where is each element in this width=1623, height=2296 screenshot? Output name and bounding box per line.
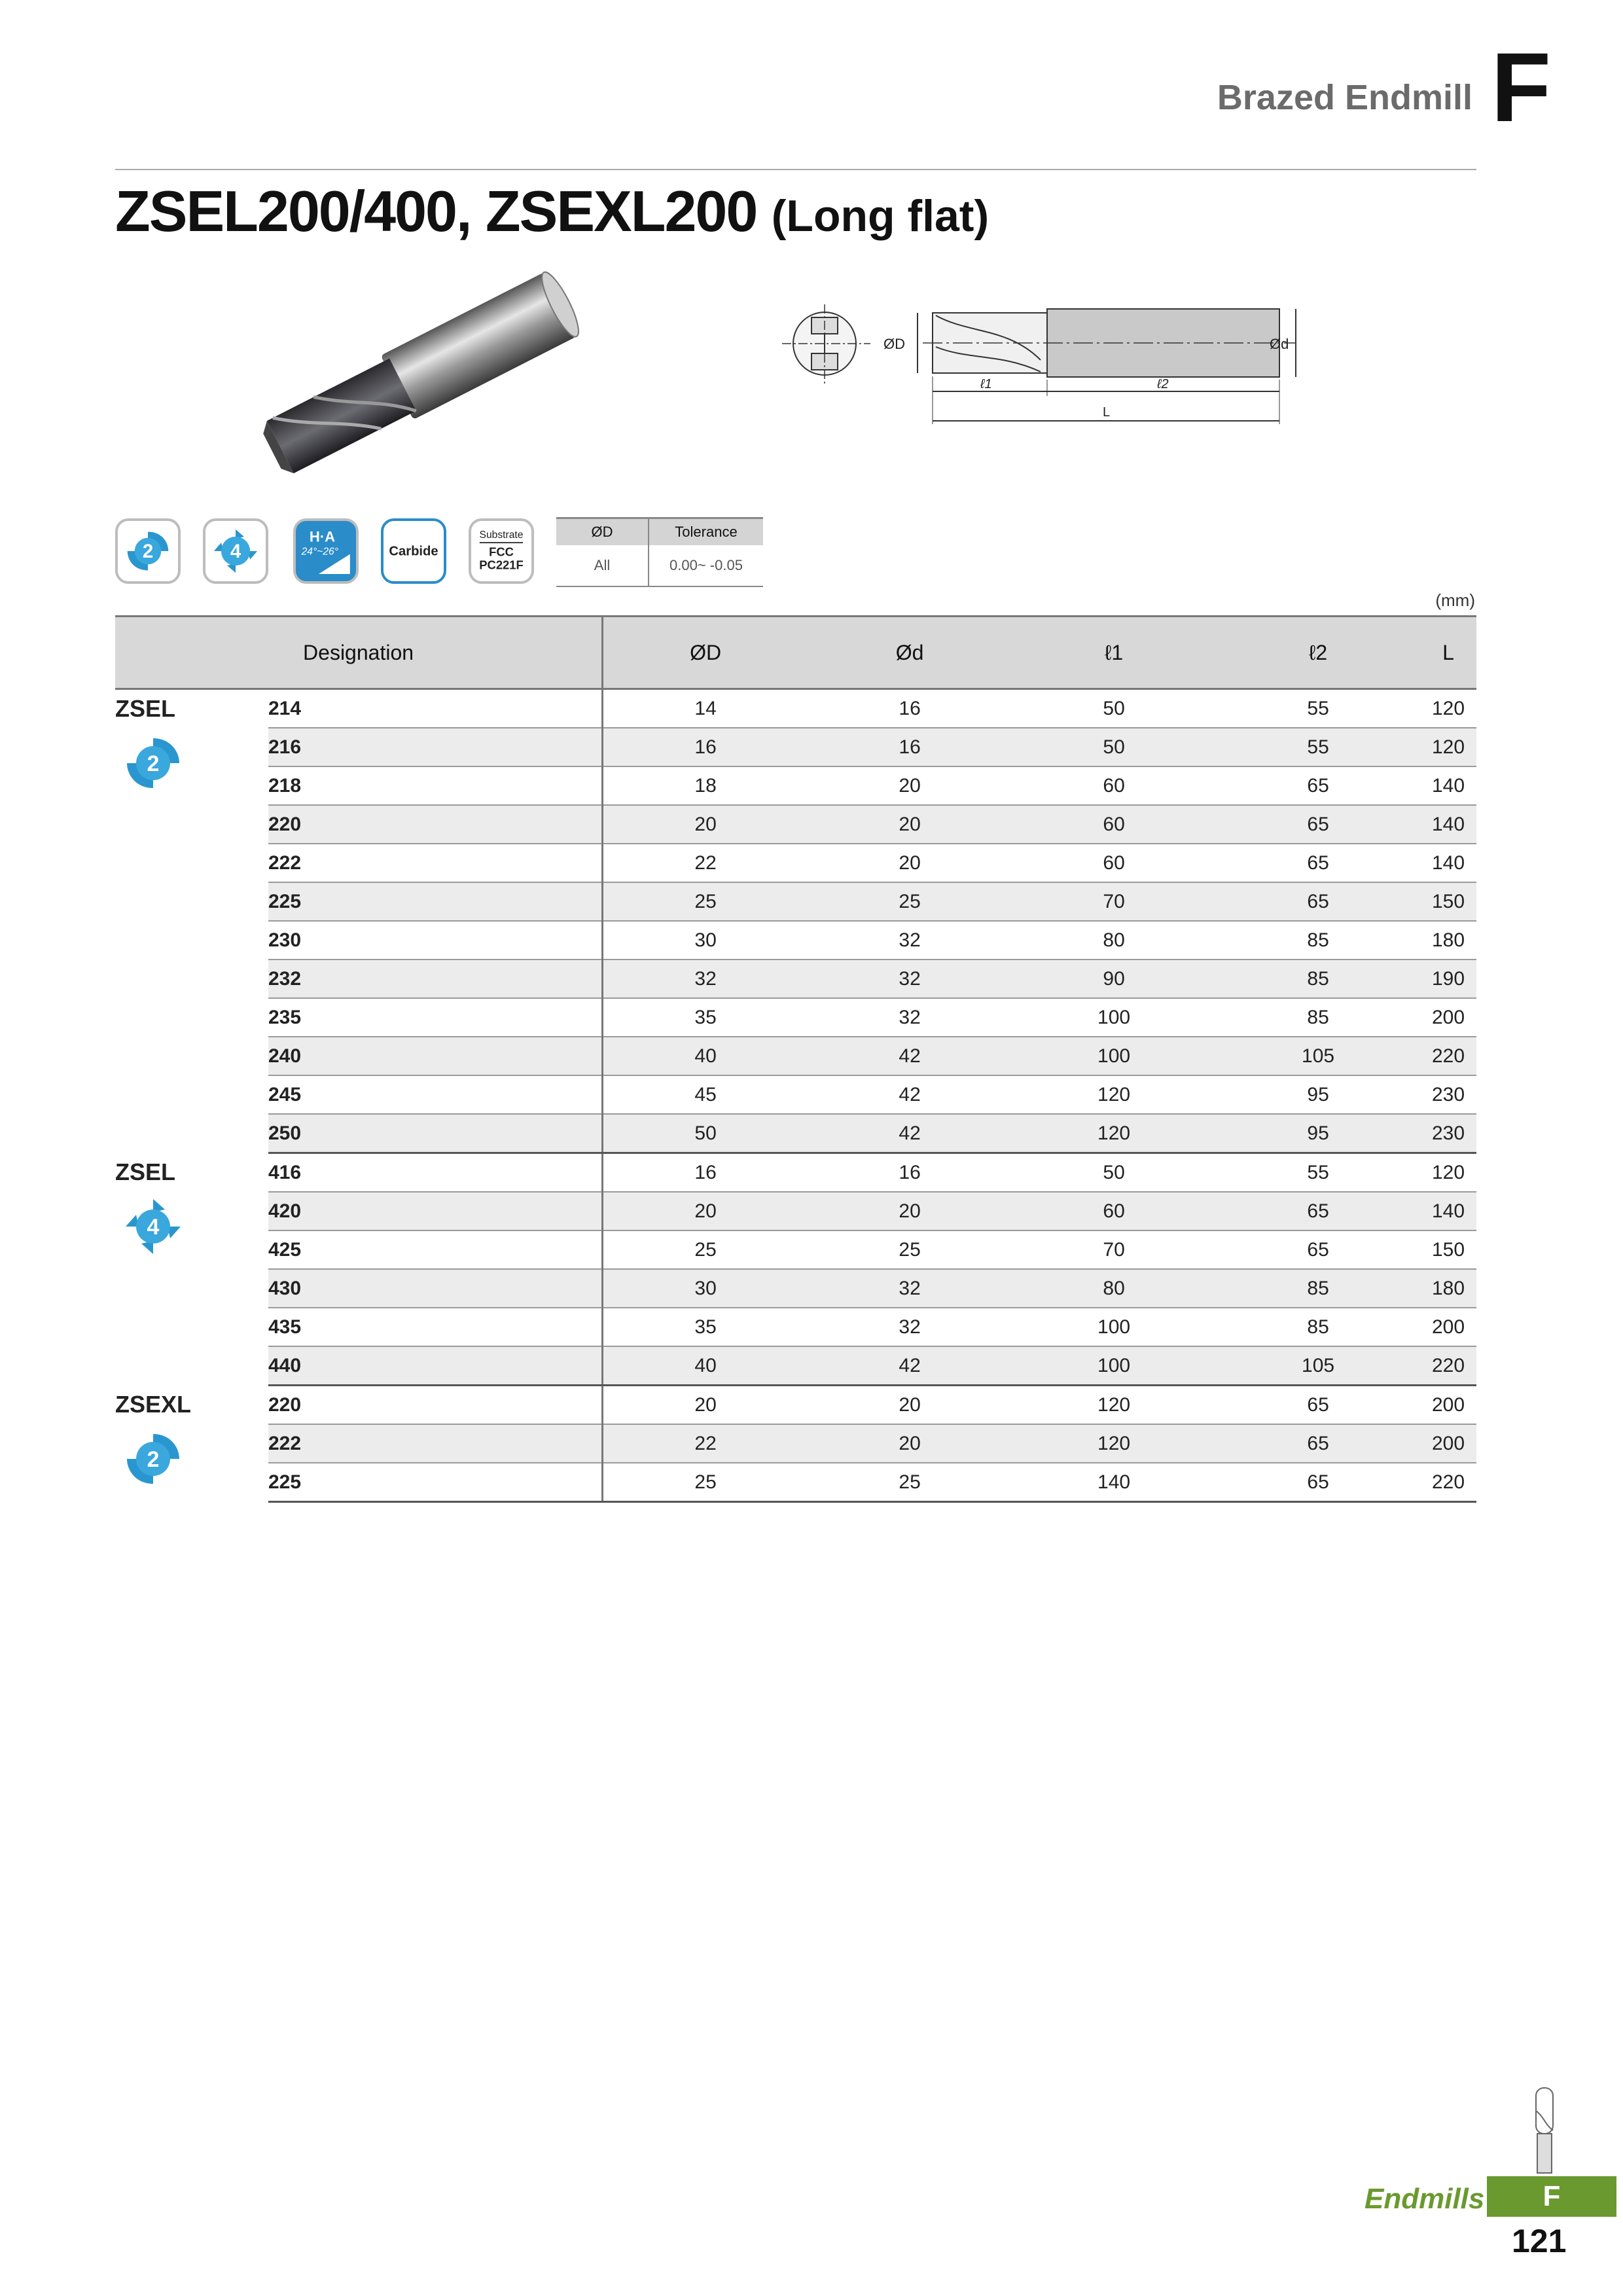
designation-code: 218 [268, 766, 603, 805]
table-cell: 42 [808, 1037, 1012, 1075]
table-cell: 85 [1216, 1308, 1420, 1346]
table-cell: 100 [1012, 1346, 1216, 1386]
svg-text:Substrate: Substrate [479, 529, 524, 541]
table-cell: 70 [1012, 882, 1216, 921]
table-cell: 120 [1012, 1114, 1216, 1153]
table-row [115, 728, 1476, 766]
table-cell: 32 [603, 960, 808, 998]
table-cell: 25 [603, 1463, 808, 1502]
table-cell: 105 [1216, 1346, 1420, 1386]
table-cell: 140 [1420, 1192, 1476, 1230]
table-cell: 140 [1420, 766, 1476, 805]
table-row [115, 844, 1476, 882]
table-cell: 150 [1420, 882, 1476, 921]
col-l2: ℓ2 [1216, 617, 1420, 689]
col-od-big: ØD [603, 617, 808, 689]
table-cell: 32 [808, 998, 1012, 1037]
designation-code: 222 [268, 844, 603, 882]
tol-header-tolerance: Tolerance [649, 518, 763, 546]
table-cell: 25 [808, 1230, 1012, 1269]
table-cell: 20 [603, 1386, 808, 1425]
table-cell: 65 [1216, 882, 1420, 921]
svg-text:24°~26°: 24°~26° [301, 546, 338, 558]
designation-code: 225 [268, 1463, 603, 1502]
col-L: L [1420, 617, 1476, 689]
units-label: (mm) [1435, 590, 1475, 610]
svg-text:Carbide: Carbide [389, 544, 438, 559]
table-cell: 60 [1012, 844, 1216, 882]
table-cell: 85 [1216, 1269, 1420, 1308]
table-cell: 105 [1216, 1037, 1420, 1075]
table-cell: 20 [808, 844, 1012, 882]
table-row [115, 805, 1476, 844]
table-row [115, 1346, 1476, 1386]
section-title: Brazed Endmill [1217, 78, 1472, 117]
col-l1: ℓ1 [1012, 617, 1216, 689]
table-row [115, 1386, 1476, 1425]
table-cell: 140 [1012, 1463, 1216, 1502]
table-cell: 32 [808, 1308, 1012, 1346]
footer-section-letter: F [1487, 2176, 1616, 2217]
table-cell: 20 [808, 1424, 1012, 1463]
designation-code: 220 [268, 1386, 603, 1425]
table-cell: 20 [603, 1192, 808, 1230]
table-cell: 40 [603, 1037, 808, 1075]
helix-angle-icon [293, 518, 359, 584]
table-cell: 16 [808, 728, 1012, 766]
endmill-footer-icon [1522, 2085, 1567, 2176]
table-cell: 32 [808, 921, 1012, 960]
table-cell: 90 [1012, 960, 1216, 998]
page-title [115, 178, 989, 245]
designation-code: 420 [268, 1192, 603, 1230]
table-cell: 120 [1012, 1075, 1216, 1114]
table-cell: 200 [1420, 1308, 1476, 1346]
table-row [115, 1463, 1476, 1502]
group-name: ZSEL [115, 1158, 176, 1185]
table-cell: 55 [1216, 689, 1420, 728]
table-row [115, 960, 1476, 998]
tol-header-od: ØD [556, 518, 649, 546]
designation-code: 250 [268, 1114, 603, 1153]
table-cell: 65 [1216, 805, 1420, 844]
table-cell: 50 [1012, 1153, 1216, 1193]
table-cell: 95 [1216, 1114, 1420, 1153]
table-cell: 180 [1420, 921, 1476, 960]
table-cell: 42 [808, 1075, 1012, 1114]
table-cell: 220 [1420, 1037, 1476, 1075]
table-row [115, 882, 1476, 921]
table-row [115, 998, 1476, 1037]
table-row [115, 1230, 1476, 1269]
table-cell: 220 [1420, 1463, 1476, 1502]
table-cell: 120 [1012, 1386, 1216, 1425]
table-row [115, 689, 1476, 728]
table-row [115, 1269, 1476, 1308]
table-cell: 100 [1012, 998, 1216, 1037]
designation-code: 425 [268, 1230, 603, 1269]
table-cell: 60 [1012, 766, 1216, 805]
group-cell [115, 1153, 268, 1386]
table-cell: 200 [1420, 998, 1476, 1037]
drawing-od-big-label: ØD [883, 336, 905, 352]
table-cell: 35 [603, 998, 808, 1037]
svg-text:FCC: FCC [489, 545, 514, 559]
svg-text:4: 4 [147, 1214, 160, 1240]
table-cell: 80 [1012, 1269, 1216, 1308]
table-cell: 120 [1420, 689, 1476, 728]
group-cell [115, 1386, 268, 1502]
table-cell: 16 [603, 728, 808, 766]
table-cell: 65 [1216, 1463, 1420, 1502]
group-name: ZSEXL [115, 1390, 192, 1418]
table-cell: 100 [1012, 1037, 1216, 1075]
table-row [115, 1114, 1476, 1153]
four-flute-icon [203, 518, 268, 584]
table-cell: 20 [808, 1192, 1012, 1230]
designation-code: 240 [268, 1037, 603, 1075]
table-cell: 95 [1216, 1075, 1420, 1114]
table-row [115, 921, 1476, 960]
table-cell: 60 [1012, 1192, 1216, 1230]
table-cell: 230 [1420, 1075, 1476, 1114]
table-row [115, 766, 1476, 805]
table-cell: 22 [603, 844, 808, 882]
table-cell: 65 [1216, 1192, 1420, 1230]
title-sub: (Long flat) [771, 191, 990, 241]
table-row [115, 1153, 1476, 1193]
designation-code: 216 [268, 728, 603, 766]
table-row [115, 1424, 1476, 1463]
table-cell: 14 [603, 689, 808, 728]
table-row [115, 1308, 1476, 1346]
designation-code: 230 [268, 921, 603, 960]
table-cell: 20 [603, 805, 808, 844]
table-cell: 50 [603, 1114, 808, 1153]
table-cell: 65 [1216, 1386, 1420, 1425]
table-cell: 30 [603, 921, 808, 960]
table-cell: 65 [1216, 1230, 1420, 1269]
designation-code: 430 [268, 1269, 603, 1308]
table-cell: 16 [603, 1153, 808, 1193]
table-row [115, 1075, 1476, 1114]
section-letter: F [1491, 32, 1551, 142]
svg-text:4: 4 [230, 541, 241, 563]
substrate-icon [469, 518, 534, 584]
table-cell: 120 [1012, 1424, 1216, 1463]
table-cell: 40 [603, 1346, 808, 1386]
tol-cell-value: 0.00~ -0.05 [649, 545, 763, 586]
table-cell: 200 [1420, 1424, 1476, 1463]
table-cell: 50 [1012, 728, 1216, 766]
table-row [115, 1037, 1476, 1075]
table-cell: 65 [1216, 766, 1420, 805]
table-cell: 20 [808, 1386, 1012, 1425]
endmill-photo [242, 259, 622, 481]
designation-code: 245 [268, 1075, 603, 1114]
designation-code: 235 [268, 998, 603, 1037]
table-cell: 85 [1216, 960, 1420, 998]
designation-code: 222 [268, 1424, 603, 1463]
table-cell: 25 [603, 882, 808, 921]
tolerance-table [556, 517, 763, 587]
table-cell: 190 [1420, 960, 1476, 998]
drawing-L-label: L [1103, 405, 1111, 420]
svg-text:2: 2 [147, 1446, 160, 1472]
drawing-l2-label: ℓ2 [1157, 377, 1169, 391]
designation-code: 214 [268, 689, 603, 728]
drawing-od-small-label: Ød [1270, 336, 1289, 352]
table-cell: 25 [603, 1230, 808, 1269]
table-cell: 200 [1420, 1386, 1476, 1425]
table-cell: 20 [808, 766, 1012, 805]
group-cell [115, 689, 268, 1153]
designation-code: 416 [268, 1153, 603, 1193]
col-od-small: Ød [808, 617, 1012, 689]
svg-text:H·A: H·A [309, 528, 336, 545]
table-cell: 18 [603, 766, 808, 805]
table-cell: 32 [808, 1269, 1012, 1308]
table-cell: 42 [808, 1346, 1012, 1386]
table-cell: 50 [1012, 689, 1216, 728]
group-name: ZSEL [115, 695, 176, 722]
table-cell: 25 [808, 1463, 1012, 1502]
svg-text:2: 2 [147, 751, 160, 776]
table-cell: 150 [1420, 1230, 1476, 1269]
designation-code: 220 [268, 805, 603, 844]
table-cell: 100 [1012, 1308, 1216, 1346]
page-number: 121 [1512, 2223, 1567, 2259]
table-cell: 65 [1216, 844, 1420, 882]
carbide-icon [381, 518, 446, 584]
table-cell: 120 [1420, 1153, 1476, 1193]
table-cell: 80 [1012, 921, 1216, 960]
table-cell: 35 [603, 1308, 808, 1346]
table-row [115, 1192, 1476, 1230]
table-cell: 230 [1420, 1114, 1476, 1153]
table-cell: 65 [1216, 1424, 1420, 1463]
table-cell: 220 [1420, 1346, 1476, 1386]
table-cell: 20 [808, 805, 1012, 844]
spec-table [115, 615, 1476, 1503]
table-cell: 180 [1420, 1269, 1476, 1308]
footer-section-label: Endmills [1364, 2183, 1485, 2215]
table-cell: 16 [808, 689, 1012, 728]
four-flute-icon [120, 1194, 186, 1259]
table-cell: 30 [603, 1269, 808, 1308]
table-cell: 45 [603, 1075, 808, 1114]
designation-code: 225 [268, 882, 603, 921]
two-flute-icon [115, 518, 181, 584]
title-main: ZSEL200/400, ZSEXL200 [115, 179, 757, 243]
table-cell: 85 [1216, 921, 1420, 960]
two-flute-icon [120, 1426, 186, 1492]
table-cell: 42 [808, 1114, 1012, 1153]
table-cell: 16 [808, 1153, 1012, 1193]
table-cell: 32 [808, 960, 1012, 998]
svg-text:PC221F: PC221F [479, 558, 524, 572]
designation-code: 435 [268, 1308, 603, 1346]
table-cell: 25 [808, 882, 1012, 921]
tol-cell-range: All [556, 545, 649, 586]
table-cell: 70 [1012, 1230, 1216, 1269]
header-divider [115, 169, 1476, 170]
table-cell: 140 [1420, 805, 1476, 844]
designation-code: 440 [268, 1346, 603, 1386]
table-cell: 22 [603, 1424, 808, 1463]
table-cell: 85 [1216, 998, 1420, 1037]
table-cell: 55 [1216, 1153, 1420, 1193]
drawing-l1-label: ℓ1 [980, 377, 992, 391]
col-designation: Designation [115, 617, 603, 689]
dimension-drawing [772, 262, 1329, 439]
svg-text:2: 2 [142, 541, 154, 563]
table-cell: 140 [1420, 844, 1476, 882]
table-cell: 120 [1420, 728, 1476, 766]
two-flute-icon [120, 730, 186, 796]
table-cell: 55 [1216, 728, 1420, 766]
designation-code: 232 [268, 960, 603, 998]
table-cell: 60 [1012, 805, 1216, 844]
